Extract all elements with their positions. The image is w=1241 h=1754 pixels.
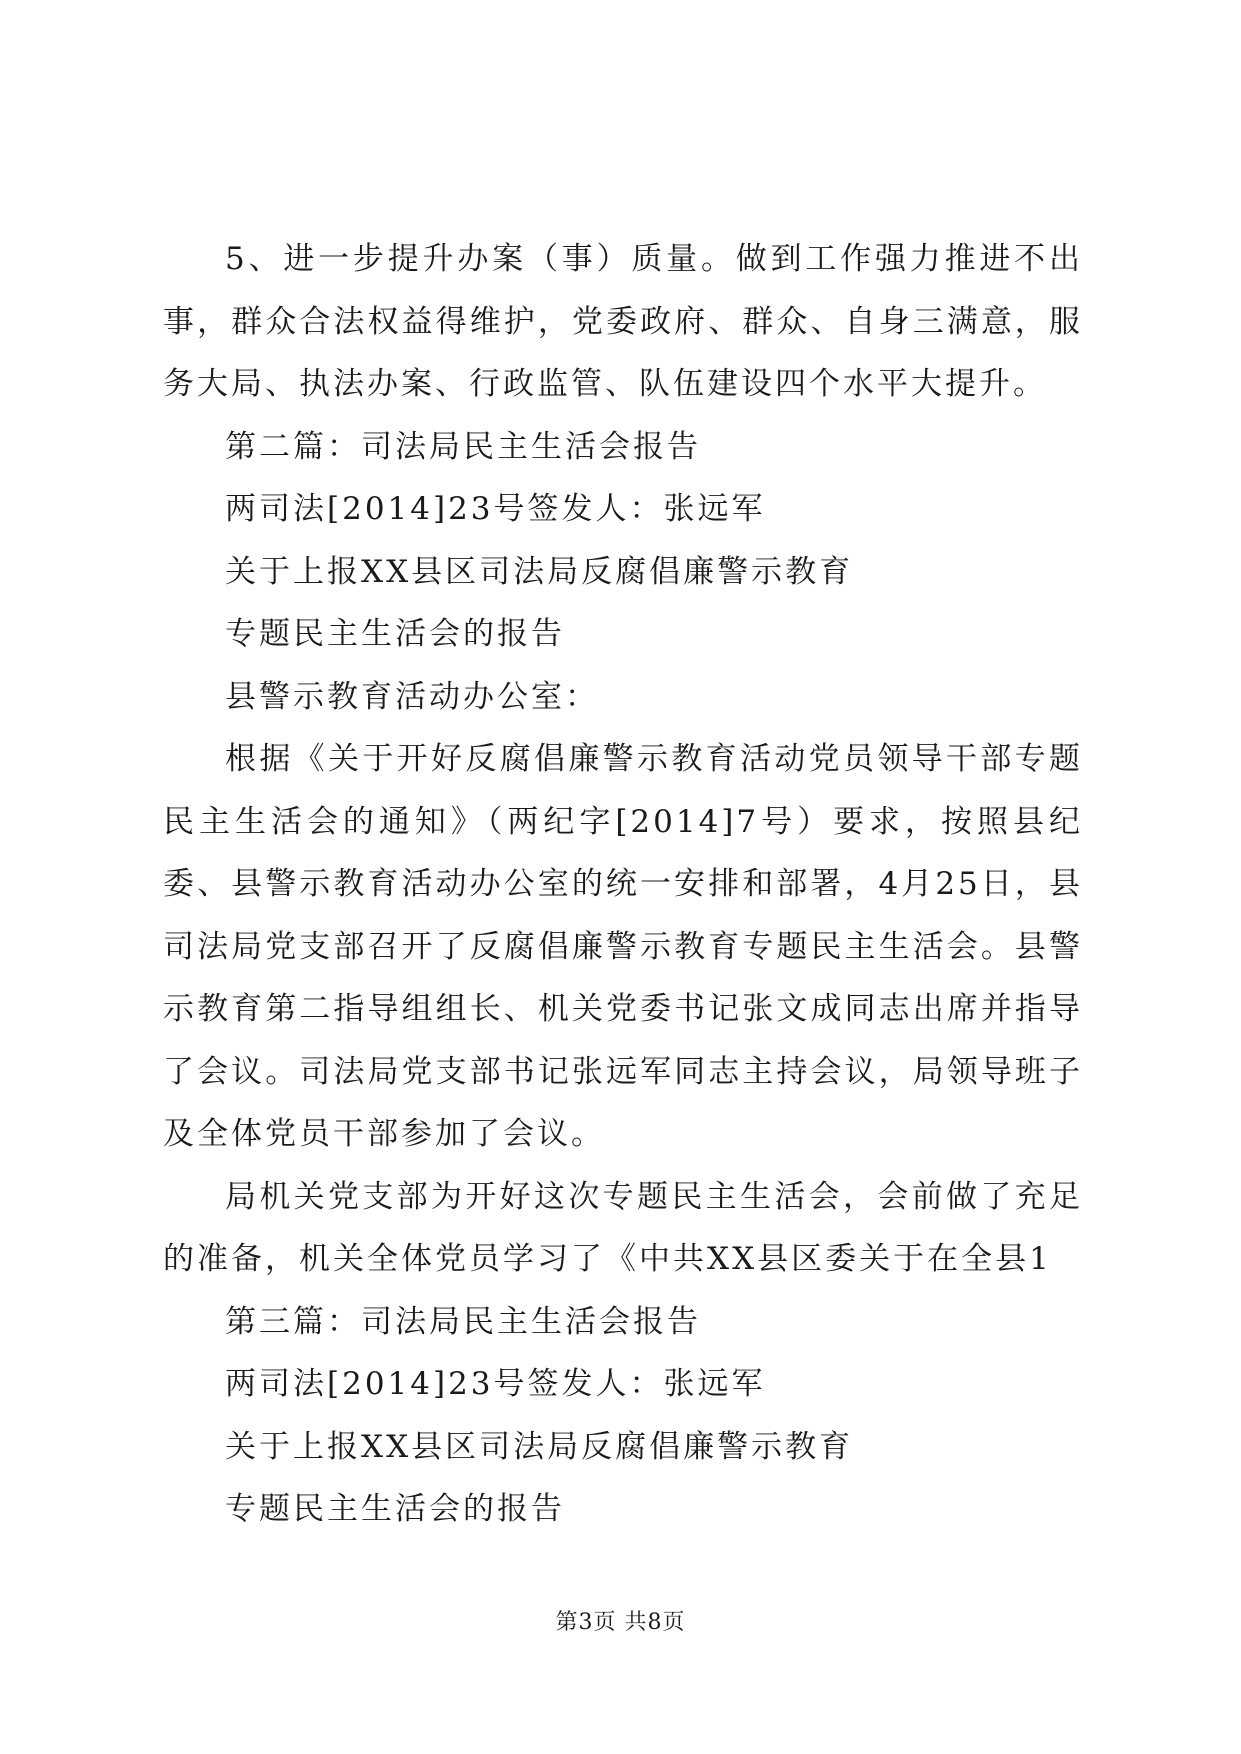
report-title-line-1: 关于上报XX县区司法局反腐倡廉警示教育 <box>225 553 854 590</box>
body-paragraph-meeting: 根据《关于开好反腐倡廉警示教育活动党员领导干部专题民主生活会的通知》（两纪字[2014]7号）要求，按照县纪委、县警示教育活动办公室的统一安排和部署，4月25日，县司法局党支部召开了反腐倡廉警示教育专题民主生活会。县警示教育第二指导组组长、机关党委书记张文成同志出席并指导了会议。司法局党支部书记张远军同志主持会议，局领导班子及全体党员干部参加了会议。 <box>163 741 1083 1152</box>
report-title-line-4: 专题民主生活会的报告 <box>225 1491 565 1527</box>
report-title-line-2: 专题民主生活会的报告 <box>225 616 565 652</box>
addressee-line: 县警示教育活动办公室： <box>225 678 599 715</box>
section-heading-part-three: 第三篇：司法局民主生活会报告 <box>225 1303 701 1340</box>
page-number-footer: 第3页 共8页 <box>555 1610 686 1635</box>
body-paragraph-preparation: 局机关党支部为开好这次专题民主生活会，会前做了充足的准备，机关全体党员学习了《中共XX县区委关于在全县1 <box>163 1178 1083 1277</box>
document-number-line-2: 两司法[2014]23号签发人：张远军 <box>225 1366 766 1402</box>
document-number-line: 两司法[2014]23号签发人：张远军 <box>225 491 766 527</box>
section-heading-part-two: 第二篇：司法局民主生活会报告 <box>225 428 701 465</box>
paragraph-item-5: 5、进一步提升办案（事）质量。做到工作强力推进不出事，群众合法权益得维护，党委政府、群众、自身三满意，服务大局、执法办案、行政监管、队伍建设四个水平大提升。 <box>163 241 1083 402</box>
document-body <box>163 228 1083 1541</box>
report-title-line-3: 关于上报XX县区司法局反腐倡廉警示教育 <box>225 1428 854 1465</box>
